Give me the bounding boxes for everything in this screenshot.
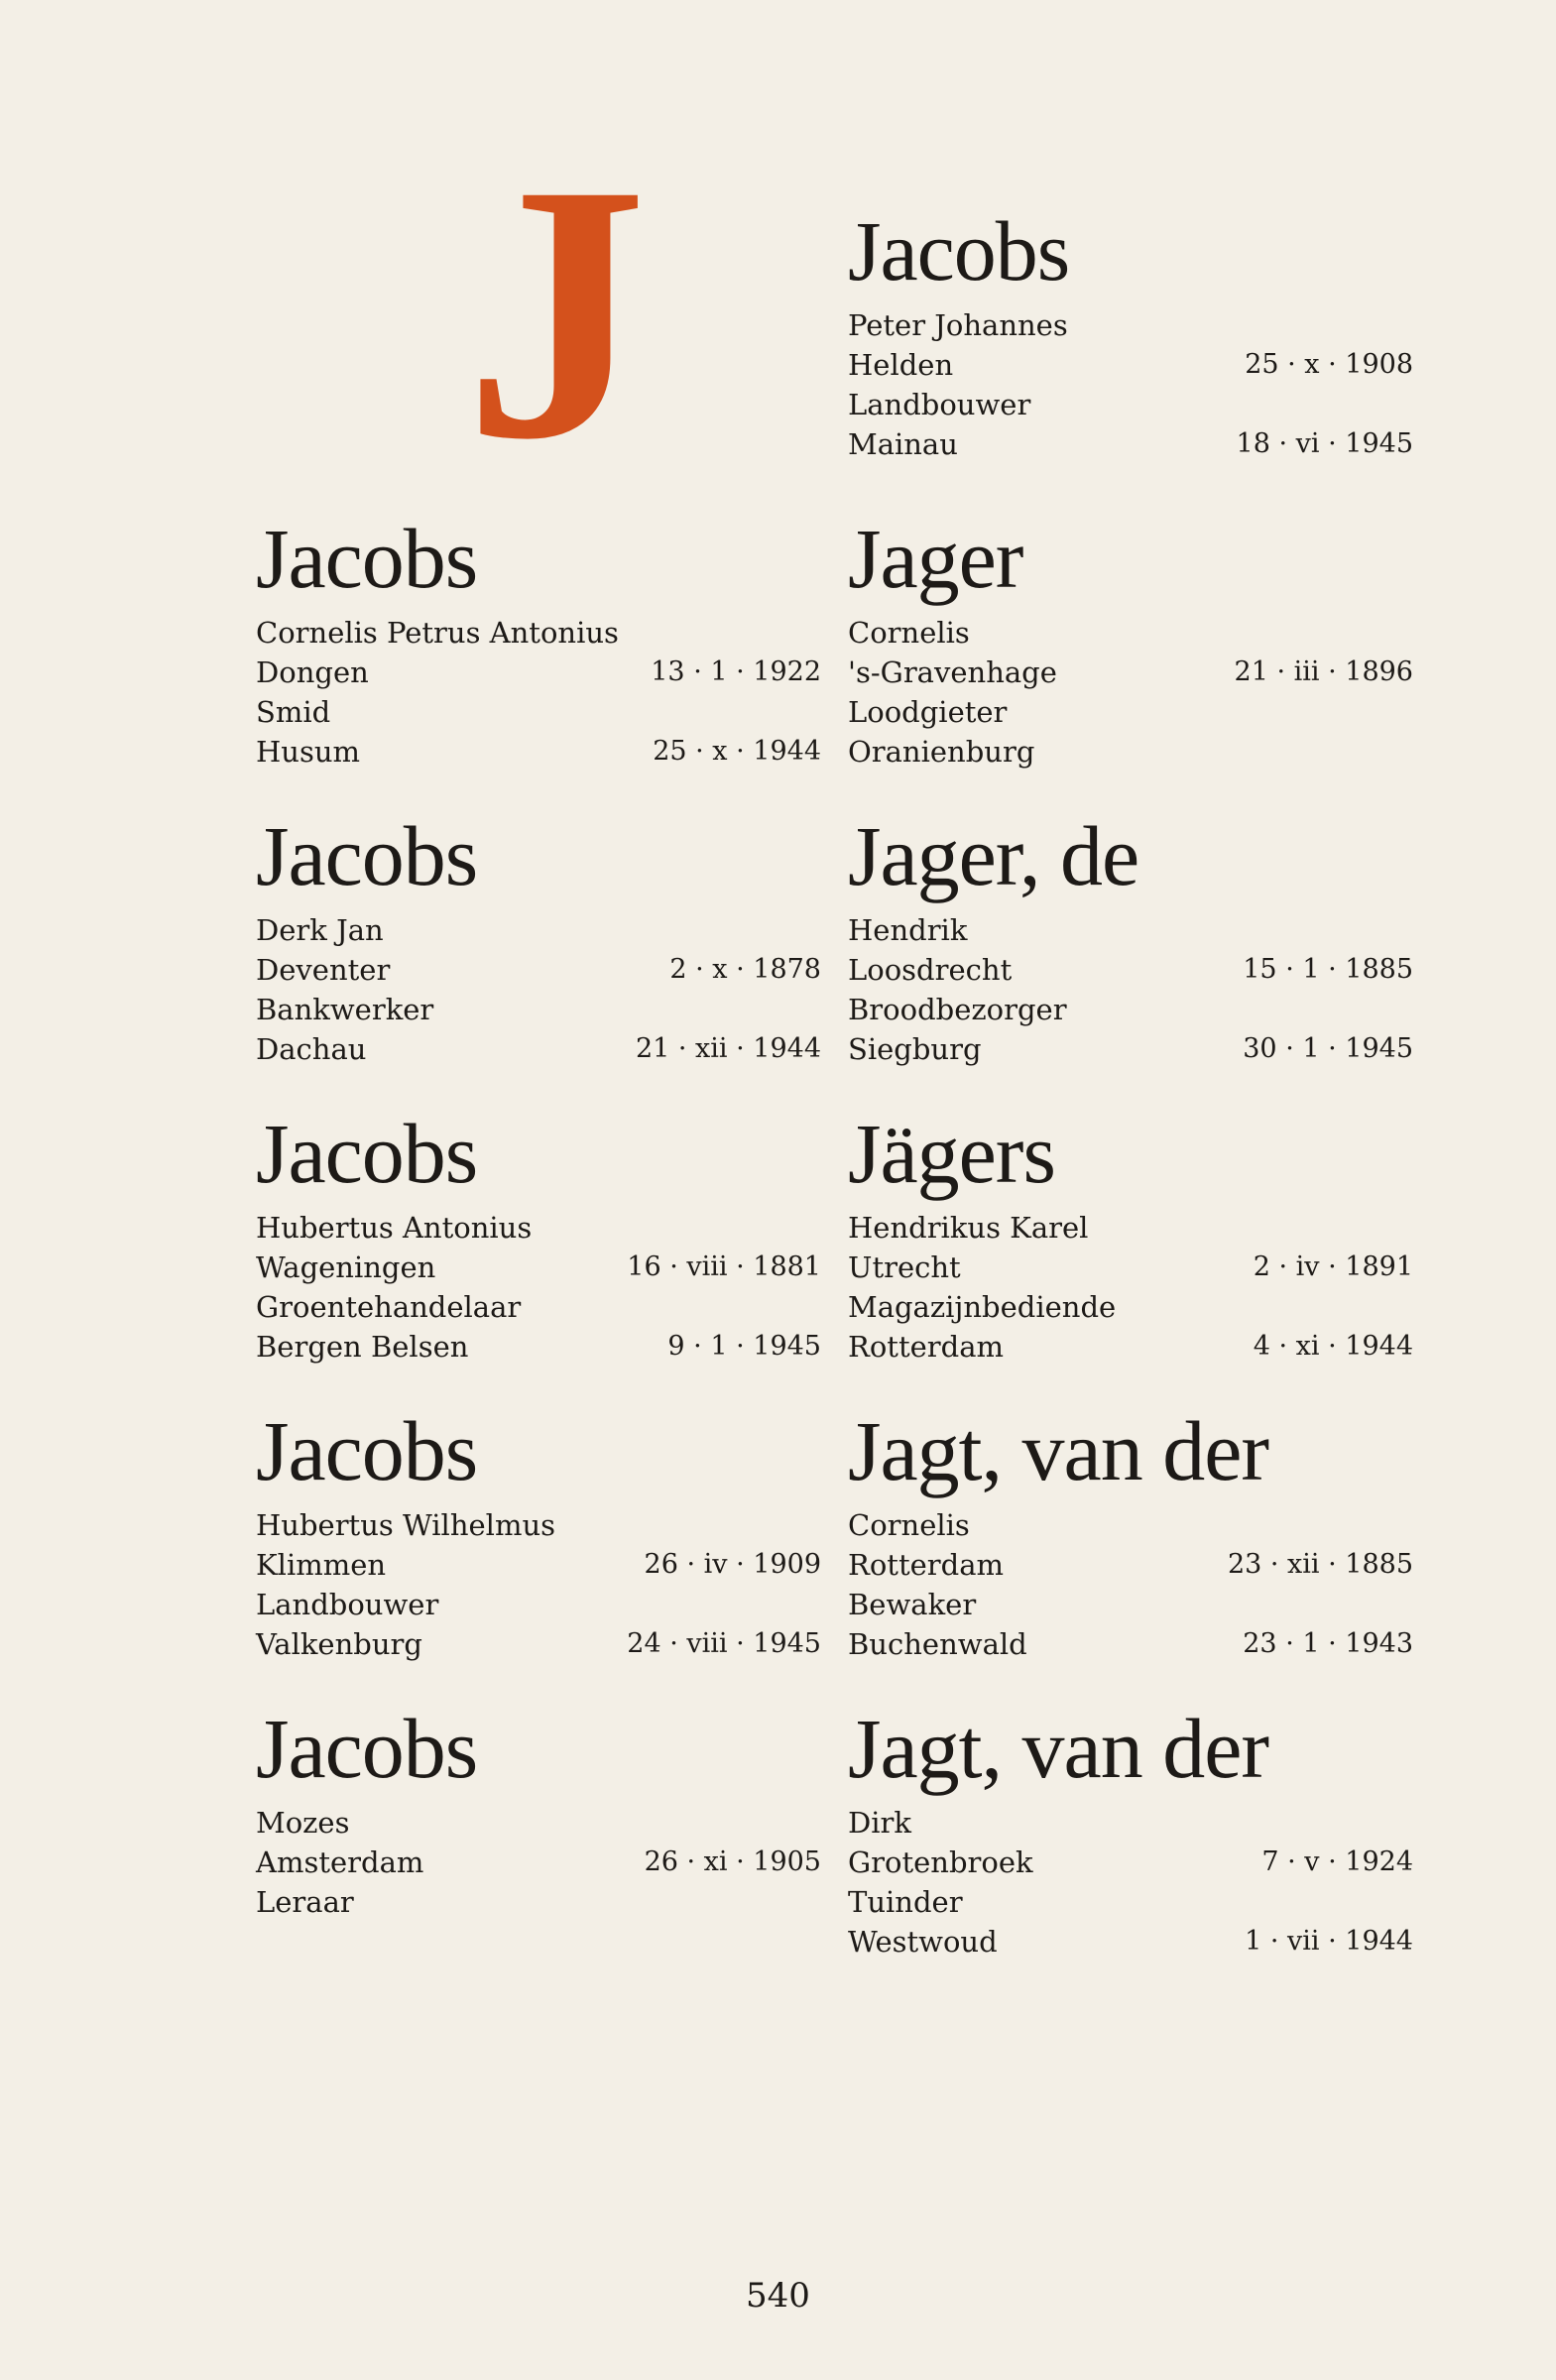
death-row-text: Husum xyxy=(256,735,361,769)
birth-row xyxy=(848,1843,1413,1882)
entry xyxy=(848,1701,1413,1962)
occupation xyxy=(848,1882,1413,1922)
death-row-date: 23 · 1 · 1943 xyxy=(1243,1628,1413,1659)
entry xyxy=(848,1403,1413,1664)
birth-row-text: Utrecht xyxy=(848,1250,961,1284)
birth-row-date: 16 · viii · 1881 xyxy=(627,1251,821,1282)
given-names-text: Hendrik xyxy=(848,913,968,947)
birth-row-text: Amsterdam xyxy=(256,1845,424,1879)
birth-row xyxy=(256,653,821,692)
birth-row xyxy=(256,950,821,990)
death-row xyxy=(848,1029,1413,1069)
occupation xyxy=(256,990,821,1029)
surname: Jager xyxy=(848,511,1023,606)
occupation xyxy=(848,1585,1413,1624)
given-names xyxy=(256,1208,821,1248)
given-names xyxy=(256,910,821,950)
page-number: 540 xyxy=(746,2276,810,2316)
occupation xyxy=(848,692,1413,732)
birth-row-date: 2 · x · 1878 xyxy=(669,954,821,985)
occupation-text: Landbouwer xyxy=(256,1588,439,1621)
death-row xyxy=(256,1029,821,1069)
birth-row-date: 15 · 1 · 1885 xyxy=(1243,954,1413,985)
entry xyxy=(256,808,821,1069)
death-row-date: 30 · 1 · 1945 xyxy=(1243,1033,1413,1064)
given-names xyxy=(848,305,1413,345)
death-row-text: Bergen Belsen xyxy=(256,1330,469,1364)
surname: Jacobs xyxy=(256,511,478,606)
given-names-text: Mozes xyxy=(256,1806,350,1840)
birth-row-text: Helden xyxy=(848,348,954,382)
occupation xyxy=(256,1585,821,1624)
birth-row-date: 13 · 1 · 1922 xyxy=(651,656,821,687)
death-row-text: Siegburg xyxy=(848,1032,982,1066)
given-names xyxy=(848,1803,1413,1843)
birth-row xyxy=(848,653,1413,692)
death-row xyxy=(848,1327,1413,1367)
death-row-text: Rotterdam xyxy=(848,1330,1004,1364)
occupation xyxy=(848,990,1413,1029)
birth-row-date: 2 · iv · 1891 xyxy=(1253,1251,1413,1282)
given-names-text: Dirk xyxy=(848,1806,911,1840)
decorated-initial: J xyxy=(464,109,648,516)
death-row-date: 18 · vi · 1945 xyxy=(1236,428,1413,459)
given-names-text: Derk Jan xyxy=(256,913,384,947)
occupation xyxy=(256,1882,821,1922)
death-row xyxy=(256,732,821,772)
birth-row-text: Wageningen xyxy=(256,1250,436,1284)
death-row xyxy=(256,1327,821,1367)
surname: Jacobs xyxy=(256,1403,478,1498)
entry xyxy=(848,808,1413,1069)
surname: Jager, de xyxy=(848,808,1139,903)
death-row-date: 21 · xii · 1944 xyxy=(635,1033,821,1064)
surname: Jacobs xyxy=(256,1106,478,1201)
occupation-text: Leraar xyxy=(256,1885,354,1919)
birth-row xyxy=(256,1545,821,1585)
birth-row-text: Dongen xyxy=(256,655,369,689)
occupation-text: Magazijnbediende xyxy=(848,1290,1117,1324)
occupation xyxy=(256,1287,821,1327)
birth-row-date: 26 · iv · 1909 xyxy=(644,1549,821,1580)
death-row-date: 24 · viii · 1945 xyxy=(627,1628,821,1659)
surname: Jacobs xyxy=(256,808,478,903)
given-names-text: Hubertus Antonius xyxy=(256,1211,533,1245)
surname: Jacobs xyxy=(256,1701,478,1796)
death-row-text: Buchenwald xyxy=(848,1627,1027,1661)
entry xyxy=(256,511,821,772)
occupation xyxy=(848,385,1413,424)
death-row-text: Dachau xyxy=(256,1032,367,1066)
entry xyxy=(256,1106,821,1367)
entry xyxy=(848,203,1413,464)
given-names xyxy=(848,1505,1413,1545)
given-names-text: Hubertus Wilhelmus xyxy=(256,1508,556,1542)
occupation-text: Landbouwer xyxy=(848,388,1031,421)
occupation-text: Bewaker xyxy=(848,1588,977,1621)
occupation-text: Tuinder xyxy=(848,1885,963,1919)
given-names xyxy=(848,910,1413,950)
death-row-text: Westwoud xyxy=(848,1925,998,1959)
given-names xyxy=(256,1803,821,1843)
death-row xyxy=(256,1922,821,1962)
given-names-text: Hendrikus Karel xyxy=(848,1211,1089,1245)
occupation-text: Smid xyxy=(256,695,331,729)
birth-row-date: 26 · xi · 1905 xyxy=(644,1846,821,1877)
birth-row xyxy=(848,1248,1413,1287)
given-names-text: Peter Johannes xyxy=(848,308,1068,342)
birth-row xyxy=(256,1248,821,1287)
entry xyxy=(848,1106,1413,1367)
occupation xyxy=(256,692,821,732)
occupation-text: Groentehandelaar xyxy=(256,1290,522,1324)
entry xyxy=(256,1701,821,1962)
given-names xyxy=(848,613,1413,653)
occupation-text: Bankwerker xyxy=(256,993,434,1026)
surname: Jagt, van der xyxy=(848,1701,1269,1796)
death-row-text: Valkenburg xyxy=(256,1627,422,1661)
occupation xyxy=(848,1287,1413,1327)
death-row-date: 9 · 1 · 1945 xyxy=(667,1331,821,1362)
birth-row-date: 23 · xii · 1885 xyxy=(1227,1549,1413,1580)
death-row-date: 1 · vii · 1944 xyxy=(1245,1926,1413,1957)
occupation-text: Broodbezorger xyxy=(848,993,1067,1026)
birth-row-text: Grotenbroek xyxy=(848,1845,1033,1879)
given-names-text: Cornelis xyxy=(848,1508,970,1542)
death-row xyxy=(848,1922,1413,1962)
given-names-text: Cornelis Petrus Antonius xyxy=(256,616,619,650)
birth-row xyxy=(256,1843,821,1882)
birth-row xyxy=(848,950,1413,990)
given-names-text: Cornelis xyxy=(848,616,970,650)
death-row xyxy=(848,424,1413,464)
death-row-text: Mainau xyxy=(848,427,958,461)
birth-row-text: 's-Gravenhage xyxy=(848,655,1057,689)
entry xyxy=(848,511,1413,772)
occupation-text: Loodgieter xyxy=(848,695,1008,729)
birth-row-date: 21 · iii · 1896 xyxy=(1234,656,1413,687)
birth-row-text: Rotterdam xyxy=(848,1548,1004,1582)
birth-row-text: Loosdrecht xyxy=(848,953,1013,987)
surname: Jägers xyxy=(848,1106,1055,1201)
death-row xyxy=(848,1624,1413,1664)
birth-row-date: 7 · v · 1924 xyxy=(1261,1846,1413,1877)
death-row-date: 25 · x · 1944 xyxy=(653,736,821,767)
birth-row xyxy=(848,345,1413,385)
birth-row-date: 25 · x · 1908 xyxy=(1245,349,1413,380)
given-names xyxy=(256,1505,821,1545)
death-row xyxy=(256,1624,821,1664)
death-row-date: 4 · xi · 1944 xyxy=(1253,1331,1413,1362)
surname: Jacobs xyxy=(848,203,1070,298)
death-row xyxy=(848,732,1413,772)
birth-row xyxy=(848,1545,1413,1585)
given-names xyxy=(848,1208,1413,1248)
birth-row-text: Deventer xyxy=(256,953,391,987)
birth-row-text: Klimmen xyxy=(256,1548,387,1582)
death-row-text: Oranienburg xyxy=(848,735,1035,769)
entry xyxy=(256,1403,821,1664)
given-names xyxy=(256,613,821,653)
surname: Jagt, van der xyxy=(848,1403,1269,1498)
